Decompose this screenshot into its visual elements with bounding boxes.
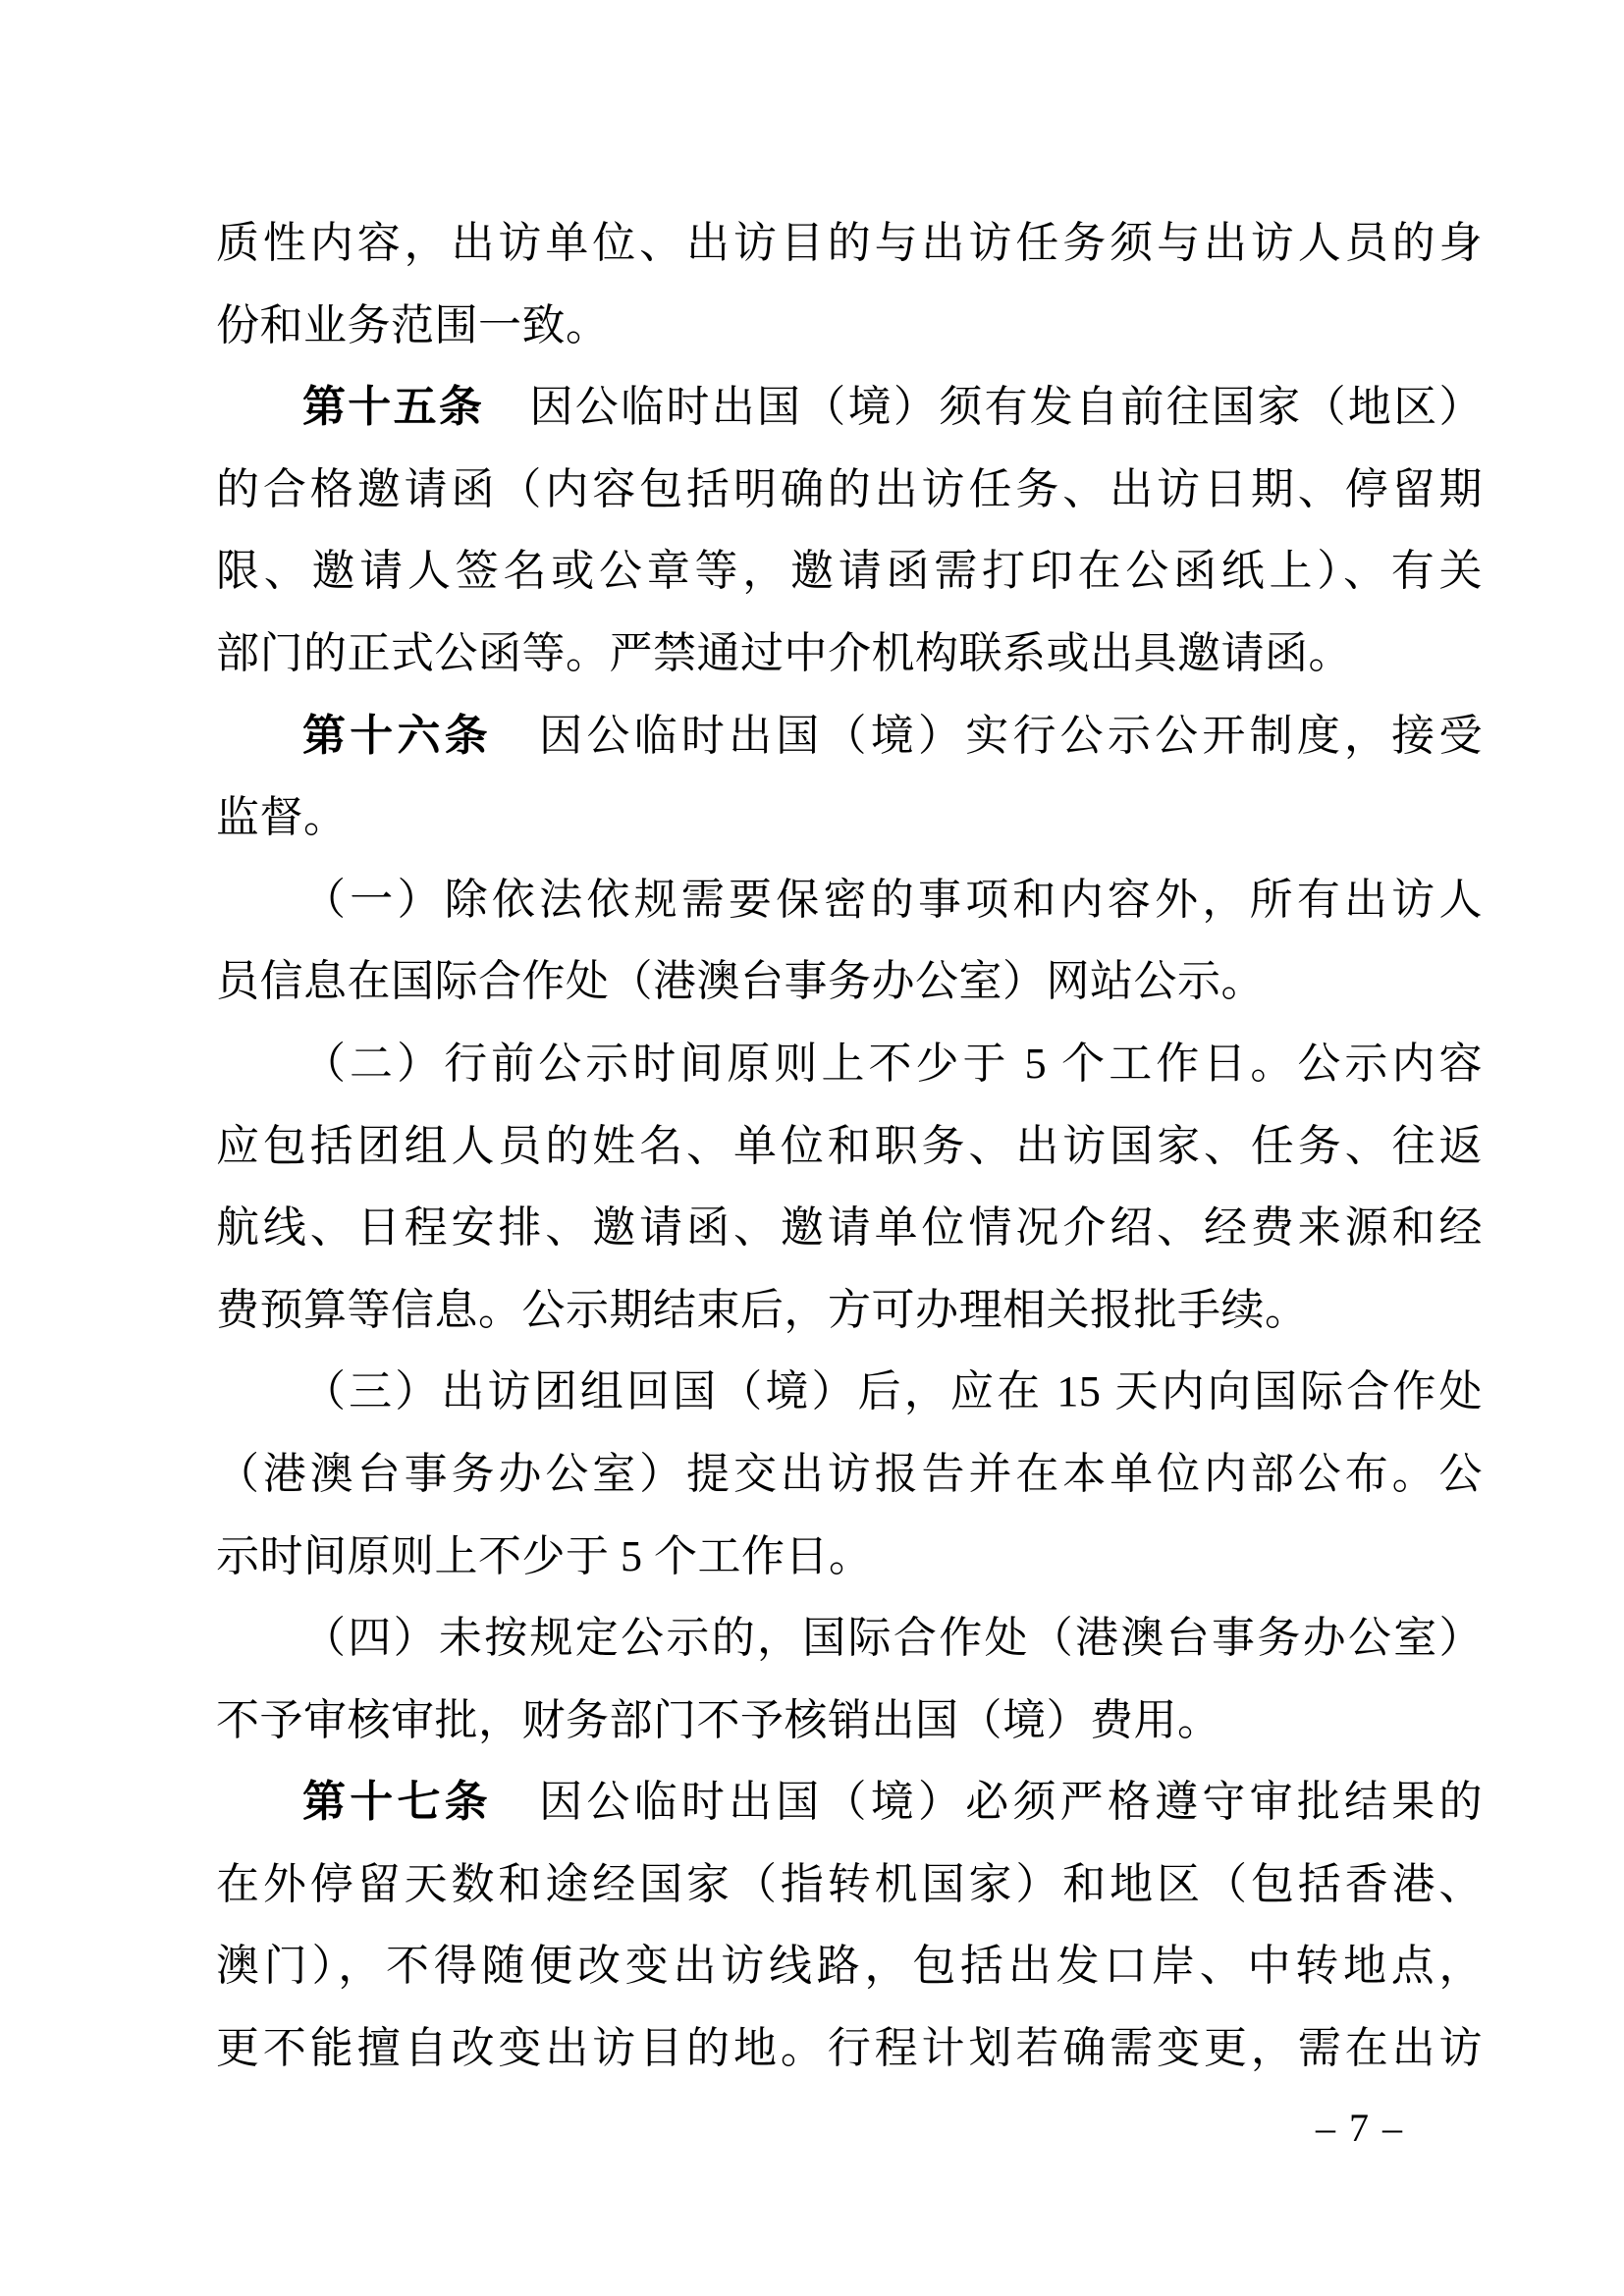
text-line (216, 1761, 1483, 1843)
text-line (216, 285, 1483, 367)
line-text: （三）出访团组回国（境）后，应在 15 天内向国际合作处 (302, 1367, 1483, 1416)
text-line (216, 1843, 1483, 1926)
text-line (216, 1433, 1483, 1516)
line-text: 因公临时出国（境）必须严格遵守审批结果的 (491, 1778, 1483, 1827)
text-line (216, 1925, 1483, 2007)
page-number: – 7 – (1316, 2106, 1404, 2150)
text-line (216, 859, 1483, 941)
line-text: （港澳台事务办公室）提交出访报告并在本单位内部公布。公 (216, 1449, 1483, 1498)
text-line (216, 366, 1483, 449)
text-line (216, 776, 1483, 859)
text-line (216, 695, 1483, 777)
line-text: 的合格邀请函（内容包括明确的出访任务、出访日期、停留期 (216, 464, 1483, 513)
text-line (216, 1187, 1483, 1269)
line-text: （四）未按规定公示的，国际合作处（港澳台事务办公室） (302, 1614, 1483, 1663)
line-text: 份和业务范围一致。 (216, 300, 610, 349)
text-line (216, 1516, 1483, 1598)
text-line (216, 1105, 1483, 1188)
line-text: 费预算等信息。公示期结束后，方可办理相关报批手续。 (216, 1285, 1309, 1334)
text-line (216, 1023, 1483, 1105)
article-heading: 第十六条 (302, 711, 492, 760)
line-text: 示时间原则上不少于 5 个工作日。 (216, 1531, 873, 1580)
text-line (216, 2007, 1483, 2090)
line-text: 监督。 (216, 793, 348, 842)
line-text: 航线、日程安排、邀请函、邀请单位情况介绍、经费来源和经 (216, 1203, 1483, 1253)
article-heading: 第十五条 (302, 383, 485, 432)
line-text: 应包括团组人员的姓名、单位和职务、出访国家、任务、往返 (216, 1121, 1483, 1170)
text-line (216, 1680, 1483, 1762)
line-text: 质性内容，出访单位、出访目的与出访任务须与出访人员的身 (216, 219, 1483, 267)
text-line (216, 1269, 1483, 1352)
line-text: （一）除依法依规需要保密的事项和内容外，所有出访人 (302, 875, 1483, 924)
line-text: 在外停留天数和途经国家（指转机国家）和地区（包括香港、 (216, 1859, 1483, 1908)
line-text: 员信息在国际合作处（港澳台事务办公室）网站公示。 (216, 957, 1265, 1006)
text-block (216, 202, 1483, 2090)
text-line (216, 613, 1483, 695)
line-text: 不予审核审批，财务部门不予核销出国（境）费用。 (216, 1695, 1221, 1744)
text-line (216, 1351, 1483, 1433)
line-text: 部门的正式公函等。严禁通过中介机构联系或出具邀请函。 (216, 628, 1352, 677)
text-line (216, 940, 1483, 1023)
line-text: 更不能擅自改变出访目的地。行程计划若确需变更，需在出访 (216, 2024, 1483, 2073)
text-line (216, 1597, 1483, 1680)
text-line (216, 202, 1483, 285)
line-text: 因公临时出国（境）须有发自前往国家（地区） (484, 383, 1483, 432)
line-text: 澳门），不得随便改变出访线路，包括出发口岸、中转地点， (216, 1942, 1483, 1991)
line-text: （二）行前公示时间原则上不少于 5 个工作日。公示内容 (302, 1039, 1483, 1088)
text-line (216, 530, 1483, 613)
text-line (216, 449, 1483, 531)
article-heading: 第十七条 (302, 1778, 492, 1827)
line-text: 因公临时出国（境）实行公示公开制度，接受 (491, 711, 1483, 760)
line-text: 限、邀请人签名或公章等，邀请函需打印在公函纸上）、有关 (216, 547, 1483, 596)
